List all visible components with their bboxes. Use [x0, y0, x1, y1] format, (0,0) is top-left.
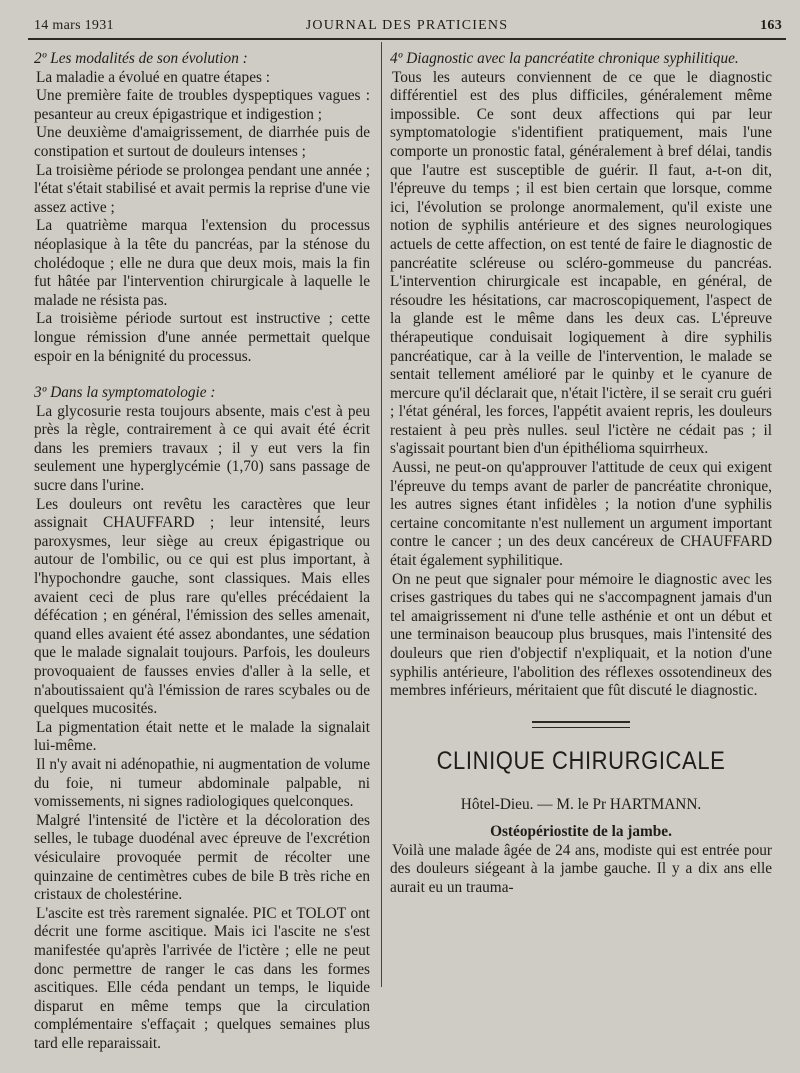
- section-divider: [532, 721, 630, 728]
- section3-title: 3º Dans la symptomatologie :: [34, 384, 216, 402]
- header-journal-title: JOURNAL DES PRATICIENS: [305, 18, 509, 33]
- section2-paragraph: La maladie a évolué en quatre étapes :: [36, 68, 271, 86]
- header-rule: [28, 38, 786, 40]
- section2-paragraph: La troisième période se prolongea pendant une année ; l'état s'était stabilisé et avait permis la reprise d'une vie assez active ;: [34, 161, 370, 216]
- section2-paragraph: Une deuxième d'amaigrissement, de diarrhée puis de constipation et surtout de douleurs intenses ;: [34, 124, 370, 160]
- clinic-title: CLINIQUE CHIRURGICALE: [436, 745, 726, 775]
- right-column: [390, 50, 772, 897]
- clinic-subtitle: Ostéopériostite de la jambe.: [490, 822, 672, 840]
- section3-paragraph: La glycosurie resta toujours absente, mais c'est à peu près la règle, contrairement à ce qui avait été écrit dans les premiers travaux ; il y eut vers la fin seulement une hyperglycémie (1,70) sans passage de sucre dans l'urine.: [34, 402, 370, 495]
- left-column: [34, 50, 370, 1053]
- section3-paragraph: Les douleurs ont revêtu les caractères que leur assignait CHAUFFARD ; leur intensité, leurs paroxysmes, leur siège au creux épigastrique ou autour de l'ombilic, ou ce qui est plus important, à l'hypochondre gauche, sont classiques. Mais elles avaient ceci de plus rare qu'elles précédaient la défécation ; en général, l'émission des selles amenait, quand elles avaient été assez abondantes, une sédation que le malade signalait toujours. Parfois, les douleurs provoquaient de fausses envies d'aller à la selle, et n'aboutissaient qu'à l'émission de rares scybales ou de quelques mucosités.: [34, 495, 370, 718]
- page-header: [28, 16, 786, 38]
- section2-paragraph: Une première faite de troubles dyspeptiques vagues : pesanteur au creux épigastrique et indigestion ;: [34, 87, 370, 123]
- section3-paragraph: Il n'y avait ni adénopathie, ni augmentation de volume du foie, ni tumeur abdominale palpable, ni vomissements, ni signes radiologiques quelconques.: [34, 755, 370, 811]
- section4-paragraph: Tous les auteurs conviennent de ce que le diagnostic différentiel est des plus difficiles, généralement même impossible. Ce sont deux affections qui par leur symptomatologie s'identifient pratiquement, mais l'une comporte un pronostic fatal, généralement à bref délai, tandis que l'autre est susceptible de guérir. Il faut, a-t-on dit, l'épreuve du temps ; il est bien certain que lorsque, comme ici, l'évolution se prolonge anormalement, qu'il existe une notion de syphilis antérieure et des signes neurologiques actuels de cette affection, on est tenté de faire le diagnostic de pancréatite scléreuse ou scléro-gommeuse du pancréas. L'intervention chirurgicale est incapable, en général, de résoudre les hésitations, car macroscopiquement, l'aspect de la glande est le même dans les deux cas. L'épreuve thérapeutique conduisait logiquement à dire syphilis pancréatique, car à la veille de l'intervention, le malade se sentait tellement amélioré par le quinby et le cyanure de mercure qu'il déclarait que, n'était l'ictère, il se serait cru guéri ; l'état général, les forces, l'appétit avaient repris, les douleurs restaient à peu près nulles. seul l'ictère ne cédait pas ; il s'agissait pourtant bien d'un épithélioma squirrheux.: [390, 68, 772, 458]
- section4-title: 4º Diagnostic avec la pancréatite chronique syphilitique.: [390, 50, 739, 67]
- header-page-number: 163: [760, 18, 782, 33]
- column-divider: [381, 42, 382, 987]
- section3-paragraph: La pigmentation était nette et le malade la signalait lui-même.: [34, 718, 370, 755]
- section2-paragraph: La quatrième marqua l'extension du processus néoplasique à la tête du pancréas, par la sténose du cholédoque ; elle ne dura que deux mois, mais la fin fut hâtée par l'intervention chirurgicale à laquelle le malade ne résista pas.: [34, 217, 370, 309]
- section4-paragraph: Aussi, ne peut-on qu'approuver l'attitude de ceux qui exigent l'épreuve du temps avant de parler de pancréatite chronique, les autres signes étant infidèles ; la notion d'une syphilis certaine concomitante n'est nullement un argument important contre le cancer ; un des deux cancéreux de CHAUFFARD était également syphilitique.: [390, 459, 772, 570]
- header-date: 14 mars 1931: [34, 18, 114, 33]
- section4-paragraph: On ne peut que signaler pour mémoire le diagnostic avec les crises gastriques du tabes qui ne s'accompagnent jamais d'un tel amaigrissement ni d'une telle asthénie et ont un début et une terminaison beaucoup plus brusques, mais l'intensité des douleurs que rien d'objectif n'expliquait, et la notion d'une syphilis antérieure, l'abolition des réflexes ossotendineux des membres inférieurs, méritaient que fût discuté le diagnostic.: [390, 570, 772, 700]
- section2-title: 2º Les modalités de son évolution :: [34, 50, 248, 67]
- clinic-place: Hôtel-Dieu. — M. le Pr HARTMANN.: [460, 796, 702, 814]
- section3-paragraph: L'ascite est très rarement signalée. PIC et TOLOT ont décrit une forme ascitique. Mais ici l'ascite ne s'est manifestée qu'après l'arrivée de l'ictère ; elle ne peut donc permettre de ranger le cas dans les formes ascitiques. Elle céda pendant un temps, le liquide disparut en même temps que la circulation complémentaire s'effaçait ; quelques semaines plus tard elle reparaissait.: [34, 904, 370, 1052]
- section2-paragraph: La troisième période surtout est instructive ; cette longue rémission d'une année permettait quelque espoir en la bénignité du processus.: [34, 310, 370, 365]
- clinic-intro: Voilà une malade âgée de 24 ans, modiste qui est entrée pour des douleurs siégeant à la jambe gauche. Il y a dix ans elle aurait eu un trauma-: [390, 841, 772, 896]
- section3-paragraph: Malgré l'intensité de l'ictère et la décoloration des selles, le tubage duodénal avec épreuve de l'excrétion vésiculaire provoquée permit de récolter une quinzaine de centimètres cubes de bile B très riche en cristaux de cholestérine.: [34, 811, 370, 904]
